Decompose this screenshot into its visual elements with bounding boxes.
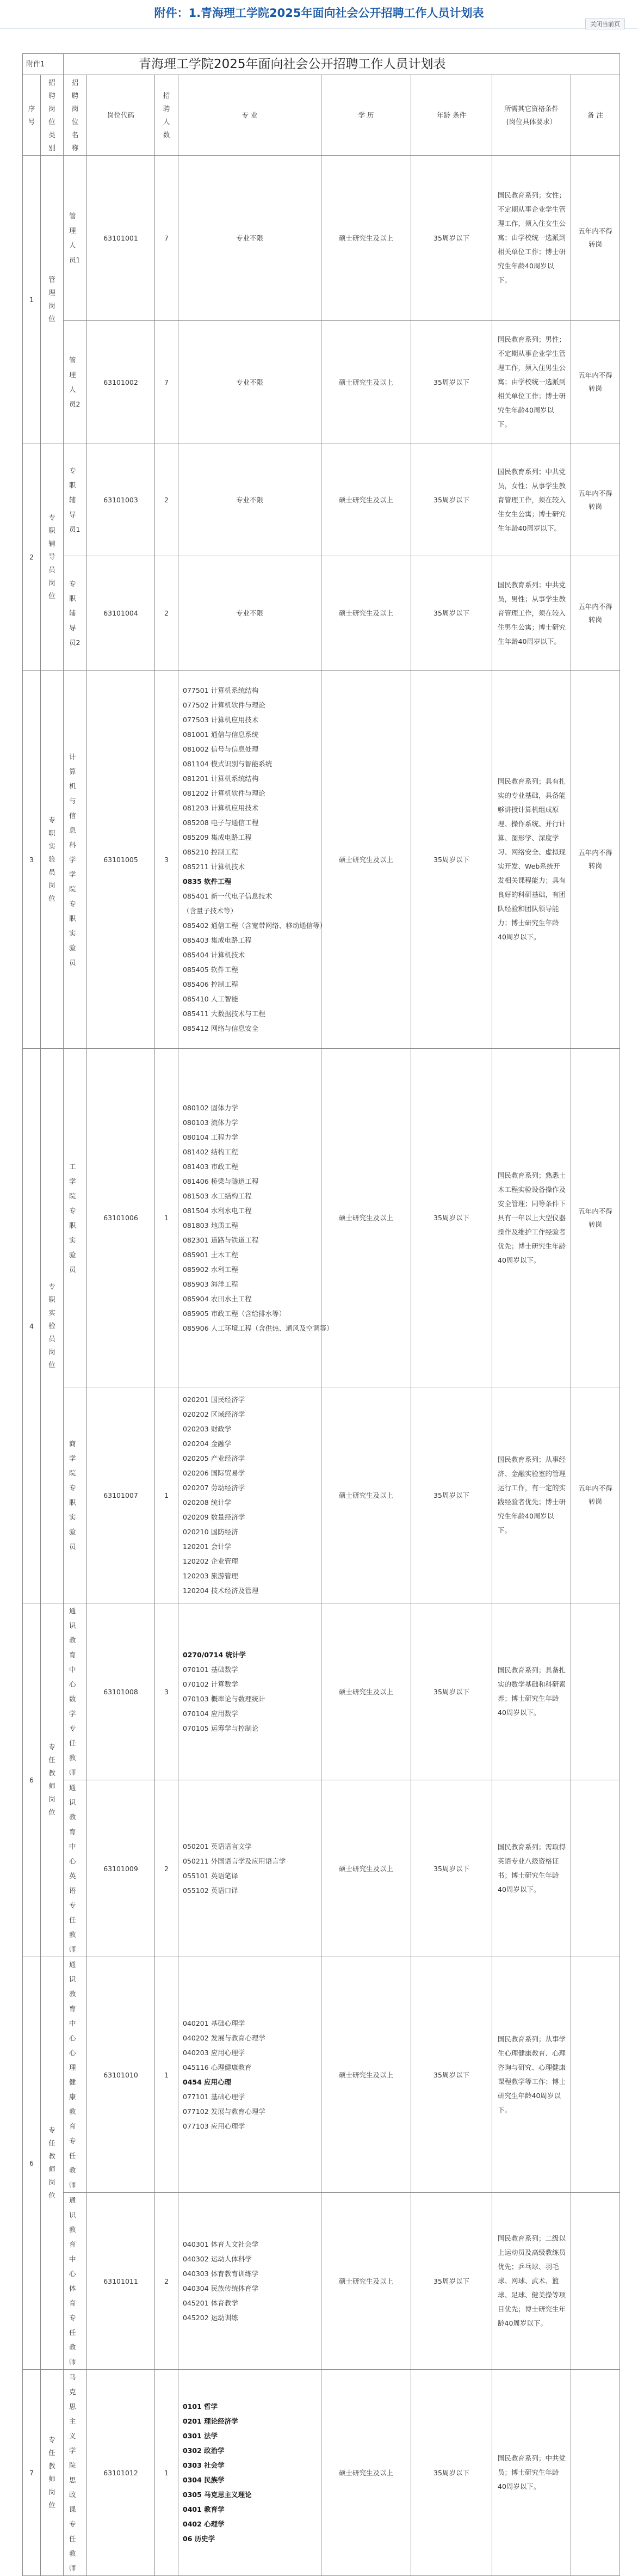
major-list-cell [178, 1387, 321, 1603]
education-cell: 硕士研究生及以上 [321, 556, 411, 671]
note-cell [571, 1603, 620, 1780]
major-item: 070104 应用数学 [183, 1710, 238, 1718]
age-cell: 35周岁以下 [411, 1603, 492, 1780]
post-name-cell: 商学院专职实验员 [64, 1387, 87, 1603]
education-cell: 硕士研究生及以上 [321, 1780, 411, 1957]
major-item: 081406 桥梁与隧道工程 [183, 1177, 259, 1185]
table-row [23, 156, 620, 321]
note-cell [571, 2370, 620, 2576]
major-item: 0835 软件工程 [183, 877, 232, 886]
major-item: 0101 哲学 [183, 2402, 218, 2411]
major-list-cell [178, 1957, 321, 2193]
header-post-code: 岗位代码 [87, 75, 155, 156]
major-item: 085404 计算机技术 [183, 951, 245, 959]
post-name-cell: 通识教育中心数学专任教师 [64, 1603, 87, 1780]
major-item: 020207 劳动经济学 [183, 1484, 245, 1492]
major-item: （含量子技术等） [183, 907, 238, 915]
post-name-cell: 通识教育中心体育专任教师 [64, 2193, 87, 2370]
table-row [23, 1049, 620, 1387]
count-cell: 2 [155, 2193, 178, 2370]
major-cell: 专业不限 [178, 556, 321, 671]
major-item: 020205 产业经济学 [183, 1454, 245, 1462]
major-item: 081403 市政工程 [183, 1162, 238, 1171]
major-item: 050211 外国语言学及应用语言学 [183, 1857, 286, 1865]
post-name-cell: 管理人员1 [64, 156, 87, 321]
major-item: 020203 财政学 [183, 1425, 232, 1433]
post-code-cell: 63101004 [87, 556, 155, 671]
major-item: 085403 集成电路工程 [183, 936, 252, 944]
note-cell [571, 2193, 620, 2370]
education-cell: 硕士研究生及以上 [321, 1049, 411, 1387]
major-item: 0301 法学 [183, 2432, 218, 2440]
post-code-cell: 63101006 [87, 1049, 155, 1387]
major-item: 085905 市政工程（含给排水等） [183, 1309, 286, 1318]
seq-cell: 6 [23, 1957, 41, 2370]
major-item: 020201 国民经济学 [183, 1395, 245, 1404]
major-item: 040202 发展与教育心理学 [183, 2034, 265, 2042]
count-cell: 2 [155, 1780, 178, 1957]
count-cell: 1 [155, 2370, 178, 2576]
major-item: 085210 控制工程 [183, 848, 238, 856]
requirements-cell: 国民教育系列；中共党员，男性；从事学生教育管理工作，须在较入住男生公寓；博士研究生年龄40周岁以下。 [492, 556, 571, 671]
major-item: 077503 计算机应用技术 [183, 716, 259, 724]
major-item: 120204 技术经济及管理 [183, 1587, 259, 1595]
major-item: 081402 结构工程 [183, 1147, 238, 1156]
table-row [23, 2370, 620, 2576]
major-item: 085410 人工智能 [183, 995, 238, 1003]
major-item: 050201 英语语言文学 [183, 1842, 252, 1850]
age-cell: 35周岁以下 [411, 2370, 492, 2576]
major-item: 020206 国际贸易学 [183, 1469, 245, 1477]
count-cell: 2 [155, 444, 178, 556]
requirements-cell: 国民教育系列；二级以上运动员及高级教练员优先；乒乓球、羽毛球、网球、武术、篮球、足球、健美操等项目优先；博士研究生年龄40周岁以下。 [492, 2193, 571, 2370]
major-item: 040302 运动人体科学 [183, 2255, 252, 2263]
header-note: 备 注 [571, 75, 620, 156]
category-cell: 专职实验员岗位 [41, 671, 64, 1049]
table-title: 青海理工学院2025年面向社会公开招聘工作人员计划表 [64, 54, 620, 75]
major-item: 085401 新一代电子信息技术 [183, 892, 272, 900]
education-cell: 硕士研究生及以上 [321, 1957, 411, 2193]
major-item: 081002 信号与信息处理 [183, 745, 259, 753]
major-item: 0302 政治学 [183, 2446, 225, 2455]
major-item: 081203 计算机应用技术 [183, 804, 259, 812]
requirements-cell: 国民教育系列；具有扎实的专业基础，具备能够讲授计算机组成原理、操作系统、并行计算、图形学、深度学习、网络安全、虚拟现实开发、Web系统开发相关课程能力；具有良好的科研基础，有团队经验和团队领导能力；博士研究生年龄40周岁以下。 [492, 671, 571, 1049]
seq-cell: 2 [23, 444, 41, 671]
table-row [23, 1957, 620, 2193]
major-item: 081202 计算机软件与理论 [183, 789, 265, 797]
major-list-cell [178, 2370, 321, 2576]
table-row [23, 2193, 620, 2370]
major-item: 080104 工程力学 [183, 1133, 238, 1141]
table-row [23, 444, 620, 556]
major-item: 085906 人工环境工程（含供热、通风及空调等） [183, 1324, 333, 1332]
major-item: 120202 企业管理 [183, 1557, 238, 1565]
requirements-cell: 国民教育系列；具备扎实的数学基础和科研素养；博士研究生年龄40周岁以下。 [492, 1603, 571, 1780]
education-cell: 硕士研究生及以上 [321, 321, 411, 444]
major-item: 020210 国防经济 [183, 1528, 238, 1536]
header-age: 年龄 条件 [411, 75, 492, 156]
major-item: 081503 水工结构工程 [183, 1191, 252, 1200]
table-row [23, 1387, 620, 1603]
major-list-cell [178, 671, 327, 1049]
major-item: 0270/0714 统计学 [183, 1651, 246, 1659]
page-title: 附件：1.青海理工学院2025年面向社会公开招聘工作人员计划表 [154, 7, 484, 20]
post-name-cell: 专职辅导员1 [64, 444, 87, 556]
seq-cell: 1 [23, 156, 41, 444]
major-item: 085406 控制工程 [183, 980, 238, 988]
major-item: 081104 模式识别与智能系统 [183, 760, 272, 768]
major-item: 085901 土木工程 [183, 1250, 238, 1259]
education-cell: 硕士研究生及以上 [321, 1387, 411, 1603]
major-item: 040301 体育人文社会学 [183, 2240, 259, 2248]
major-item: 081201 计算机系统结构 [183, 774, 259, 783]
note-cell: 五年内不得转岗 [571, 444, 620, 556]
requirements-cell: 国民教育系列；从事经济、金融实验室的管理运行工作，有一定的实践经验者优先；博士研究生年龄40周岁以下。 [492, 1387, 571, 1603]
major-item: 040203 应用心理学 [183, 2049, 245, 2057]
education-cell: 硕士研究生及以上 [321, 444, 411, 556]
major-item: 020209 数量经济学 [183, 1513, 245, 1521]
major-item: 070102 计算数学 [183, 1680, 238, 1688]
education-cell: 硕士研究生及以上 [321, 156, 411, 321]
major-list-cell [178, 1603, 321, 1780]
major-item: 055101 英语笔译 [183, 1872, 238, 1880]
post-code-cell: 63101010 [87, 1957, 155, 2193]
major-list-cell [178, 2193, 321, 2370]
note-cell: 五年内不得转岗 [571, 156, 620, 321]
education-cell: 硕士研究生及以上 [321, 2370, 411, 2576]
age-cell: 35周岁以下 [411, 156, 492, 321]
major-item: 040201 基础心理学 [183, 2019, 245, 2027]
major-item: 070103 概率论与数理统计 [183, 1695, 265, 1703]
education-cell: 硕士研究生及以上 [321, 1603, 411, 1780]
seq-cell: 4 [23, 1049, 41, 1603]
header-major: 专 业 [178, 75, 321, 156]
post-code-cell: 63101009 [87, 1780, 155, 1957]
table-row [23, 1603, 620, 1780]
count-cell: 1 [155, 1049, 178, 1387]
major-cell: 专业不限 [178, 156, 321, 321]
post-code-cell: 63101008 [87, 1603, 155, 1780]
seq-cell: 6 [23, 1603, 41, 1957]
note-cell: 五年内不得转岗 [571, 321, 620, 444]
major-item: 045202 运动训练 [183, 2314, 238, 2322]
major-item: 085412 网络与信息安全 [183, 1024, 259, 1032]
age-cell: 35周岁以下 [411, 1780, 492, 1957]
age-cell: 35周岁以下 [411, 1957, 492, 2193]
major-item: 0303 社会学 [183, 2461, 225, 2469]
count-cell: 7 [155, 156, 178, 321]
category-cell: 专任教师岗位 [41, 2370, 64, 2576]
requirements-cell: 国民教育系列；熟悉土木工程实验设备操作及安全管理；同等条件下具有一年以上大型仪器操作及维护工作经验者优先；博士研究生年龄40周岁以下。 [492, 1049, 571, 1387]
major-item: 081504 水利水电工程 [183, 1206, 252, 1215]
major-item: 077501 计算机系统结构 [183, 686, 259, 694]
requirements-cell: 国民教育系列；从事学生心理健康教育、心理咨询与研究、心理健康课程教学等工作；博士研究生年龄40周岁以下。 [492, 1957, 571, 2193]
recruitment-plan-table [22, 53, 620, 2576]
major-item: 082301 道路与铁道工程 [183, 1235, 259, 1244]
major-item: 020202 区域经济学 [183, 1410, 245, 1418]
major-item: 081803 地质工程 [183, 1221, 238, 1229]
seq-cell: 3 [23, 671, 41, 1049]
post-name-cell: 专职辅导员2 [64, 556, 87, 671]
major-item: 085208 电子与通信工程 [183, 819, 259, 827]
education-cell: 硕士研究生及以上 [321, 2193, 411, 2370]
category-cell: 专任教师岗位 [41, 1957, 64, 2370]
major-item: 085904 农田水土工程 [183, 1294, 252, 1303]
close-page-button[interactable]: 关闭当前页 [585, 19, 625, 29]
major-item: 020208 统计学 [183, 1498, 232, 1507]
post-code-cell: 63101012 [87, 2370, 155, 2576]
age-cell: 35周岁以下 [411, 1387, 492, 1603]
major-item: 077101 基础心理学 [183, 2093, 245, 2101]
count-cell: 7 [155, 321, 178, 444]
post-name-cell: 通识教育中心心理健康教育专任教师 [64, 1957, 87, 2193]
top-bar [0, 0, 638, 29]
major-item: 040304 民族传统体育学 [183, 2284, 259, 2292]
category-cell: 专职辅导员岗位 [41, 444, 64, 671]
major-item: 077103 应用心理学 [183, 2122, 245, 2130]
note-cell: 五年内不得转岗 [571, 671, 620, 1049]
major-item: 085211 计算机技术 [183, 863, 245, 871]
major-item: 081001 通信与信息系统 [183, 730, 259, 739]
post-code-cell: 63101005 [87, 671, 155, 1049]
table-row [23, 321, 620, 444]
major-item: 0401 教育学 [183, 2505, 225, 2513]
major-item: 085903 海洋工程 [183, 1280, 238, 1288]
major-item: 080103 流体力学 [183, 1118, 238, 1127]
count-cell: 2 [155, 556, 178, 671]
major-item: 080102 固体力学 [183, 1103, 238, 1112]
requirements-cell: 国民教育系列；女性；不定期从事企业学生管理工作，须入住女生公寓；由学校统一选派到相关单位工作；博士研究生年龄40周岁以下。 [492, 156, 571, 321]
major-item: 120201 会计学 [183, 1542, 232, 1551]
header-category: 招聘岗位类别 [41, 75, 64, 156]
major-item: 120203 旅游管理 [183, 1572, 238, 1580]
age-cell: 35周岁以下 [411, 1049, 492, 1387]
major-item: 0304 民族学 [183, 2476, 225, 2484]
requirements-cell: 国民教育系列；男性；不定期从事企业学生管理工作，须入住男生公寓；由学校统一选派到相关单位工作；博士研究生年龄40周岁以下。 [492, 321, 571, 444]
major-cell: 专业不限 [178, 321, 321, 444]
post-name-cell: 工学院专职实验员 [64, 1049, 87, 1387]
post-code-cell: 63101011 [87, 2193, 155, 2370]
note-cell [571, 1780, 620, 1957]
requirements-cell: 国民教育系列；中共党员，女性；从事学生教育管理工作，须在较入住女生公寓；博士研究生年龄40周岁以下。 [492, 444, 571, 556]
header-seq: 序号 [23, 75, 41, 156]
post-name-cell: 马克思主义学院思政课专任教师 [64, 2370, 87, 2576]
major-item: 045201 体育教学 [183, 2299, 238, 2307]
count-cell: 3 [155, 671, 178, 1049]
table-row [23, 556, 620, 671]
age-cell: 35周岁以下 [411, 321, 492, 444]
note-cell: 五年内不得转岗 [571, 556, 620, 671]
major-item: 06 历史学 [183, 2535, 215, 2543]
major-item: 085402 通信工程（含宽带网络、移动通信等） [183, 921, 327, 930]
post-code-cell: 63101003 [87, 444, 155, 556]
note-cell: 五年内不得转岗 [571, 1387, 620, 1603]
post-code-cell: 63101001 [87, 156, 155, 321]
attachment-label: 附件1 [23, 54, 64, 75]
requirements-cell: 国民教育系列；需取得英语专业八级资格证书；博士研究生年龄40周岁以下。 [492, 1780, 571, 1957]
major-item: 085411 大数据技术与工程 [183, 1010, 265, 1018]
header-education: 学 历 [321, 75, 411, 156]
major-item: 077502 计算机软件与理论 [183, 701, 265, 709]
major-item: 085902 水利工程 [183, 1265, 238, 1274]
header-count: 招聘人数 [155, 75, 178, 156]
category-cell: 专职实验员岗位 [41, 1049, 64, 1603]
seq-cell: 7 [23, 2370, 41, 2576]
header-post-name: 招聘岗位名称 [64, 75, 87, 156]
major-list-cell [178, 1049, 333, 1387]
major-item: 070105 运筹学与控制论 [183, 1724, 259, 1732]
major-item: 077102 发展与教育心理学 [183, 2107, 265, 2116]
age-cell: 35周岁以下 [411, 556, 492, 671]
major-list-cell [178, 1780, 321, 1957]
post-code-cell: 63101002 [87, 321, 155, 444]
major-item: 0201 理论经济学 [183, 2417, 238, 2425]
age-cell: 35周岁以下 [411, 2193, 492, 2370]
table-header-row [23, 75, 620, 156]
requirements-cell: 国民教育系列；中共党员；博士研究生年龄40周岁以下。 [492, 2370, 571, 2576]
table-row [23, 671, 620, 1049]
count-cell: 3 [155, 1603, 178, 1780]
note-cell [571, 1957, 620, 2193]
education-cell: 硕士研究生及以上 [321, 671, 411, 1049]
age-cell: 35周岁以下 [411, 444, 492, 556]
category-cell: 管理岗位 [41, 156, 64, 444]
count-cell: 1 [155, 1387, 178, 1603]
count-cell: 1 [155, 1957, 178, 2193]
post-name-cell: 管理人员2 [64, 321, 87, 444]
major-item: 045116 心理健康教育 [183, 2063, 252, 2071]
major-item: 0402 心理学 [183, 2520, 225, 2528]
table-row [23, 1780, 620, 1957]
major-cell: 专业不限 [178, 444, 321, 556]
header-requirements: 所需其它资格条件 (岗位具体要求） [492, 75, 571, 156]
major-item: 040303 体育教育训练学 [183, 2270, 259, 2278]
age-cell: 35周岁以下 [411, 671, 492, 1049]
major-item: 0305 马克思主义理论 [183, 2491, 252, 2499]
post-name-cell: 通识教育中心英语专任教师 [64, 1780, 87, 1957]
major-item: 020204 金融学 [183, 1440, 232, 1448]
recruitment-plan-document [22, 53, 620, 2576]
major-item: 055102 英语口译 [183, 1886, 238, 1895]
category-cell: 专任教师岗位 [41, 1603, 64, 1957]
note-cell: 五年内不得转岗 [571, 1049, 620, 1387]
post-code-cell: 63101007 [87, 1387, 155, 1603]
post-name-cell: 计算机与信息科学学院专职实验员 [64, 671, 87, 1049]
major-item: 070101 基础数学 [183, 1665, 238, 1674]
major-item: 085209 集成电路工程 [183, 833, 252, 841]
major-item: 085405 软件工程 [183, 966, 238, 974]
major-item: 0454 应用心理 [183, 2078, 232, 2086]
